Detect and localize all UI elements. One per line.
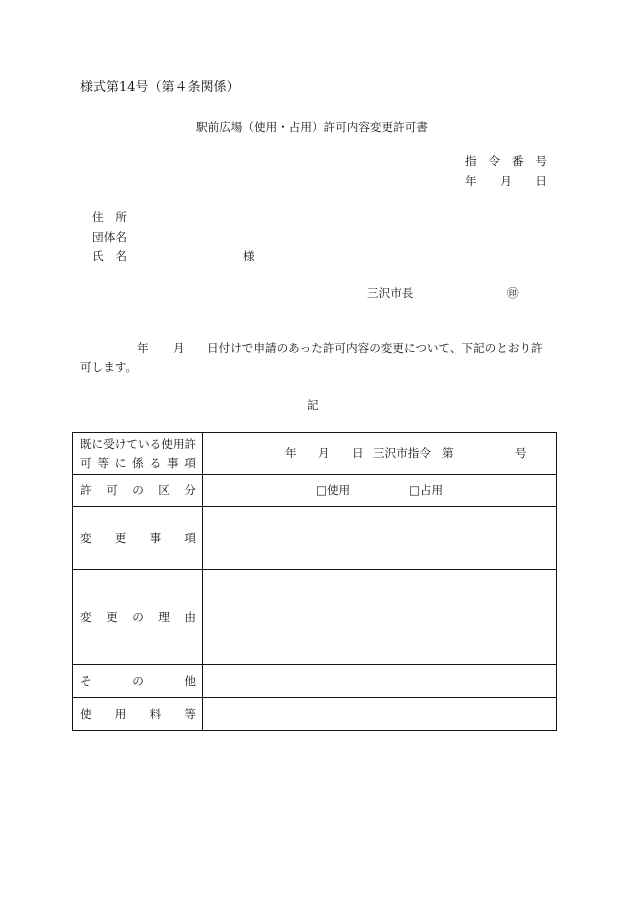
permit-type-label xyxy=(80,481,196,500)
label-char: 許 xyxy=(184,436,197,451)
label-char: 事 xyxy=(166,455,179,470)
fees-label xyxy=(80,705,196,724)
label-char: 項 xyxy=(184,530,196,545)
label-char: の xyxy=(132,673,144,688)
label-char: 理 xyxy=(158,609,170,624)
honorific: 様 xyxy=(243,249,255,263)
existing-permit-number-suffix: 号 xyxy=(515,446,527,460)
label-char: い xyxy=(138,436,150,451)
change-reason-value-cell xyxy=(202,570,556,664)
label-char: 可 xyxy=(106,483,118,497)
occupancy-checkbox-option: □占用 xyxy=(409,483,444,497)
label-char: 許 xyxy=(80,483,92,497)
address-label xyxy=(92,209,127,225)
label-char: て xyxy=(126,436,139,451)
use-checkbox-option: □使用 xyxy=(316,483,351,497)
label-char: に xyxy=(91,436,104,451)
label-char: 更 xyxy=(114,530,127,545)
table-row-other xyxy=(73,664,556,697)
existing-permit-directive-label: 三沢市指令 xyxy=(373,446,431,460)
label-char: 番 xyxy=(511,154,524,168)
label-char: 使 xyxy=(161,436,173,451)
existing-permit-year-label: 年 xyxy=(285,446,297,460)
label-char: 変 xyxy=(80,609,92,624)
table-row-change-reason xyxy=(73,569,556,664)
label-char: 氏 xyxy=(92,249,104,263)
label-char: け xyxy=(114,436,127,451)
existing-permit-label-line2 xyxy=(80,454,196,473)
label-char: 分 xyxy=(184,483,196,497)
label-char: 月 xyxy=(500,174,512,188)
table-row-fees xyxy=(73,697,556,730)
label-char: 名 xyxy=(115,230,127,244)
permit-details-table xyxy=(72,432,557,731)
change-reason-label xyxy=(80,608,196,627)
label-char: 名 xyxy=(115,249,127,263)
permit-type-label-cell xyxy=(73,475,202,506)
form-number: 様式第14号（第４条関係） xyxy=(80,80,240,95)
directive-number-label xyxy=(465,153,547,169)
label-char: 料 xyxy=(149,706,162,721)
label-char: 指 xyxy=(465,154,477,168)
label-char: 事 xyxy=(149,530,162,545)
label-char: 所 xyxy=(115,210,127,224)
label-char: 用 xyxy=(172,436,185,451)
existing-permit-value-cell xyxy=(202,433,556,474)
existing-permit-number-prefix: 第 xyxy=(442,446,454,460)
existing-permit-label-line1 xyxy=(80,435,196,454)
label-char: 使 xyxy=(80,706,92,721)
label-char: 可 xyxy=(80,455,92,470)
name-label xyxy=(92,248,127,264)
body-year-label: 年 xyxy=(137,341,149,355)
fees-value-cell xyxy=(202,698,556,730)
label-char: 号 xyxy=(535,154,547,168)
label-char: 受 xyxy=(103,436,115,451)
label-char: る xyxy=(149,455,162,470)
label-char: の xyxy=(132,609,144,624)
label-char: 係 xyxy=(132,455,144,470)
label-char: 日 xyxy=(535,174,547,188)
label-char: 項 xyxy=(184,455,196,470)
issue-date-label xyxy=(465,173,547,189)
note-heading: 記 xyxy=(307,398,319,412)
table-row-existing-permit xyxy=(73,433,556,474)
document-title: 駅前広場（使用・占用）許可内容変更許可書 xyxy=(196,120,428,134)
label-char: 由 xyxy=(184,609,196,624)
change-items-label-cell xyxy=(73,507,202,569)
existing-permit-label-cell xyxy=(73,433,202,474)
issuer-name: 三沢市長 xyxy=(367,286,414,300)
label-char: に xyxy=(114,455,127,470)
other-value-cell xyxy=(202,665,556,697)
label-char: そ xyxy=(80,673,92,688)
label-char: 年 xyxy=(465,174,477,188)
label-char: 区 xyxy=(158,483,170,497)
existing-permit-month-label: 月 xyxy=(318,446,330,460)
body-text-line2: 可します。 xyxy=(80,360,138,374)
table-row-permit-type xyxy=(73,474,556,506)
label-char: 団 xyxy=(92,230,104,244)
fees-label-cell xyxy=(73,698,202,730)
table-row-change-items xyxy=(73,506,556,569)
permit-type-value-cell xyxy=(202,475,556,506)
seal-mark: ㊞ xyxy=(507,286,519,300)
label-char: 等 xyxy=(97,455,109,470)
label-char: る xyxy=(149,436,162,451)
label-char: 令 xyxy=(488,154,501,168)
label-char: 既 xyxy=(80,436,92,451)
organization-label xyxy=(92,229,127,245)
label-char: 他 xyxy=(184,673,196,688)
change-reason-label-cell xyxy=(73,570,202,664)
label-char: 変 xyxy=(80,530,92,545)
change-items-label xyxy=(80,529,196,548)
label-char: 更 xyxy=(106,609,118,624)
label-char: 用 xyxy=(114,706,127,721)
other-label xyxy=(80,672,196,691)
change-items-value-cell xyxy=(202,507,556,569)
existing-permit-day-label: 日 xyxy=(352,446,364,460)
body-text-line1: 日付けで申請のあった許可内容の変更について、下記のとおり許 xyxy=(207,341,543,355)
label-char: 体 xyxy=(103,230,116,244)
label-char: の xyxy=(132,483,144,497)
label-char: 等 xyxy=(184,706,196,721)
other-label-cell xyxy=(73,665,202,697)
label-char: 住 xyxy=(92,210,104,224)
body-month-label: 月 xyxy=(173,341,185,355)
